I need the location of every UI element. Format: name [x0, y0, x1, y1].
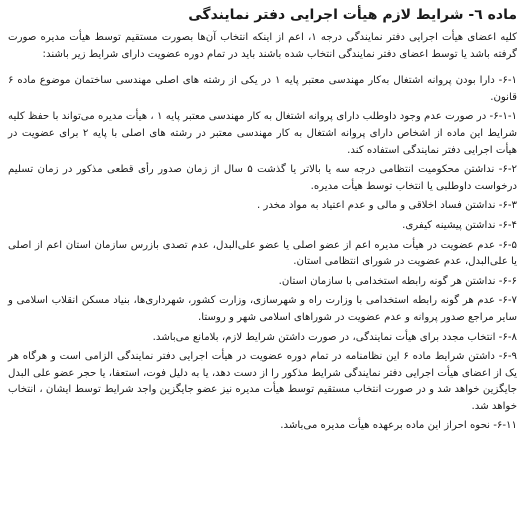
- article-title: ماده ٦- شرایط لازم هیأت اجرایی دفتر نمایندگی: [188, 7, 517, 23]
- clause-6-1-1: ۶-۱-۱- در صورت عدم وجود داوطلب دارای پروانه اشتغال به کار مهندسی معتبر پایه ۱ ، هیأت مدیره می‌تواند با حفظ کلیه شرایط این ماده از اشخاص دارای پروانه اشتغال به کار مهندسی معتبر در رشته های اصلی با پایه ۲ برای عضویت در هیأت اجرایی دفتر نمایندگی استفاده کند.: [8, 111, 517, 156]
- clause-6-5: ۶-۵- عدم عضویت در هیأت مدیره اعم از عضو اصلی یا عضو علی‌البدل، عدم تصدی بازرس سازمان استان اعم از اصلی یا علی‌البدل، عدم عضویت در شورای انتظامی استان.: [8, 239, 517, 268]
- clause-6-8: ۶-۸- انتخاب مجدد برای هیأت نمایندگی، در صورت داشتن شرایط لازم، بلامانع می‌باشد.: [152, 331, 517, 343]
- clause-6-3: ۶-۳- نداشتن فساد اخلاقی و مالی و عدم اعتیاد به مواد مخدر .: [256, 200, 517, 212]
- clause-6-2: ۶-۲- نداشتن محکومیت انتظامی درجه سه یا بالاتر یا گذشت ۵ سال از زمان صدور رأی قطعی مذکور در زمان تسلیم درخواست داوطلبی یا انتخاب توسط هیأت مدیره.: [8, 164, 517, 192]
- intro-paragraph: کلیه اعضای هیأت اجرایی دفتر نمایندگی درجه ۱، اعم از اینکه انتخاب آن‌ها بصورت مستقیم توسط هیأت مدیره صورت گرفته باشد یا توسط اعضای دفتر نمایندگی انتخاب شده باشند باید در تمام دوره عضویت دارای شرایط زیر باشند:: [8, 32, 517, 60]
- clause-6-11: ۶-۱۱- نحوه احراز این ماده برعهده هیأت مدیره می‌باشد.: [280, 420, 517, 432]
- clause-6-6: ۶-۶- نداشتن هر گونه رابطه استخدامی با سازمان استان.: [278, 275, 517, 287]
- clause-6-7: ۶-۷- عدم هر گونه رابطه استخدامی با وزارت راه و شهرسازی، وزارت کشور، شهرداری‌ها، بنیاد مسکن انقلاب اسلامی و سایر مراجع صدور پروانه و عدم عضویت در شوراهای اسلامی شهر و روستا.: [8, 295, 517, 323]
- clause-6-9: ۶-۹- داشتن شرایط ماده ۶ این نظامنامه در تمام دوره عضویت در هیأت اجرایی دفتر نمایندگی الزامی است و هرگاه هر یک از اعضای هیأت اجرایی دفتر نمایندگی شرایط مذکور را از دست دهد، یا به دلیل فوت، استعفا، یا حجر عضو علی البدل جایگزین خواهد شد و در صورت انتخاب مستقیم توسط هیأت مدیره نیز عضو جایگزین واجد شرایط توسط ایشان ، انتخاب خواهد شد.: [8, 351, 517, 412]
- clause-6-1: ۶-۱- دارا بودن پروانه اشتغال به‌کار مهندسی معتبر پایه ۱ در یکی از رشته های اصلی مهندسی ساختمان موضوع ماده ۶ قانون.: [8, 75, 517, 103]
- clause-6-4: ۶-۴- نداشتن پیشینه کیفری.: [402, 219, 517, 231]
